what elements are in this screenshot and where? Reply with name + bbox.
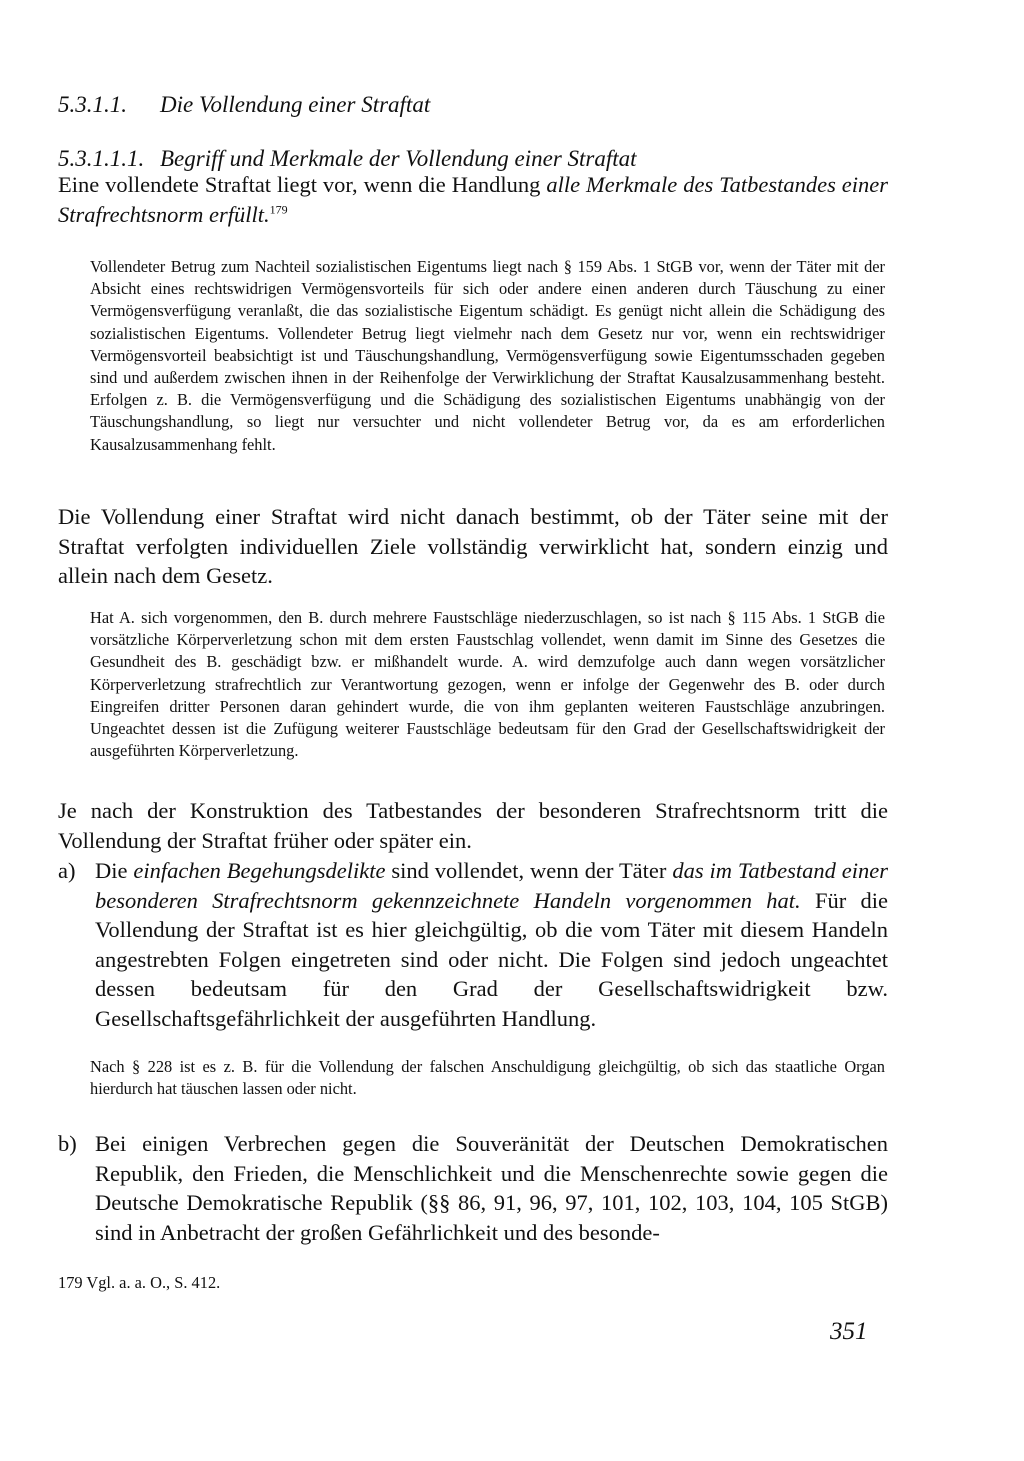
list-marker: a) (58, 858, 76, 883)
paragraph-konstruktion: Je nach der Konstruktion des Tatbestandes der besonderen Strafrechtsnorm tritt die Vollendung der Straftat früher oder später ein. (58, 798, 888, 853)
emphasized-text: einfachen Begehungsdelikte (133, 858, 386, 883)
list-item-a (58, 856, 888, 1033)
definition-paragraph (58, 170, 888, 229)
emphasized-text: das im Tatbestand einer besonderen Strafrechtsnorm gekennzeichnete Handeln vorgenommen hat. (95, 858, 888, 913)
list-marker: b) (58, 1131, 77, 1156)
section-heading-5-3-1-1-1 (58, 146, 637, 172)
footnote-reference: 179 (269, 202, 288, 216)
list-item-b (58, 1129, 888, 1247)
emphasized-text: alle Merkmale des Tatbestandes einer Strafrechtsnorm erfüllt. (58, 172, 888, 227)
example-paragraph-koerperverletzung: Hat A. sich vorgenommen, den B. durch mehrere Faustschläge niederzuschlagen, so ist nach § 115 Abs. 1 StGB die vorsätzliche Körperverletzung schon mit dem ersten Faustschlag vollendet, wenn damit im Sinne des Gesetzes die Gesundheit des B. geschädigt bzw. er mißhandelt wurde. A. wird demzufolge auch dann wegen vorsätzlicher Körperverletzung strafrechtlich zur Verantwortung gezogen, wenn er infolge der Gegenwehr des B. oder durch Eingreifen dritter Personen daran gehindert wurde, die von ihm geplanten weiteren Faustschläge anzubringen. Ungeachtet dessen ist die Zufügung weiterer Faustschläge bedeutsam für den Grad der Gesellschaftswidrigkeit der ausgeführten Körperverletzung. (90, 608, 885, 761)
section-number: 5.3.1.1.1. (58, 146, 145, 171)
list-item-content: Bei einigen Verbrechen gegen die Souveränität der Deutschen Demokratischen Republik, den Frieden, die Menschlichkeit und die Menschenrechte sowie gegen die Deutsche Demokratische Republik (§§ 86, 91, 96, 97, 101, 102, 103, 104, 105 StGB) sind in Anbetracht der großen Gefährlichkeit und des besonde- (95, 1131, 888, 1245)
page-number: 351 (830, 1318, 868, 1345)
section-title: Begriff und Merkmale der Vollendung einer Straftat (160, 146, 637, 171)
footnote: 179 Vgl. a. a. O., S. 412. (58, 1273, 221, 1292)
list-item-content: Die einfachen Begehungsdelikte sind vollendet, wenn der Täter das im Tatbestand einer besonderen Strafrechtsnorm gekennzeichnete Handeln vorgenommen hat. Für die Vollendung der Straftat ist es hier gleichgültig, ob die vom Täter mit diesem Handeln angestrebten Folgen eingetreten sind oder nicht. Die Folgen sind jedoch ungeachtet dessen bedeutsam für den Grad der Gesellschaftswidrigkeit bzw. Gesellschaftsgefährlichkeit der ausgeführten Handlung. (95, 858, 888, 1031)
paragraph-text: Eine vollendete Straftat liegt vor, wenn die Handlung (58, 172, 547, 197)
example-paragraph-anschuldigung: Nach § 228 ist es z. B. für die Vollendung der falschen Anschuldigung gleichgültig, ob sich das staatliche Organ hierdurch hat täuschen lassen oder nicht. (90, 1057, 885, 1099)
example-paragraph-betrug: Vollendeter Betrug zum Nachteil sozialistischen Eigentums liegt nach § 159 Abs. 1 StGB vor, wenn der Täter mit der Absicht eines rechtswidrigen Vermögensvorteils für sich oder andere einen anderen durch Täuschung zu einer Vermögensverfügung veranlaßt, die das sozialistische Eigentum schädigt. Es genügt nicht allein die Schädigung des sozialistischen Eigentums. Vollendeter Betrug liegt vielmehr nach dem Gesetz nur vor, wenn ein rechtswidriger Vermögensvorteil beabsichtigt ist und Täuschungshandlung, Vermögensverfügung sowie Eigentumsschaden gegeben sind und außerdem zwischen ihnen in der Reihenfolge der Verwirklichung der Straftat Kausalzusammenhang besteht. Erfolgen z. B. die Vermögensverfügung und die Schädigung des sozialistischen Eigentums unabhängig von der Täuschungshandlung, so liegt nur versuchter und nicht vollendeter Betrug vor, da es am erforderlichen Kausalzusammenhang fehlt. (90, 257, 885, 454)
paragraph-vollendung: Die Vollendung einer Straftat wird nicht danach bestimmt, ob der Täter seine mit der Straftat verfolgten individuellen Ziele vollständig verwirklicht hat, sondern einzig und allein nach dem Gesetz. (58, 504, 888, 588)
section-number: 5.3.1.1. (58, 92, 127, 117)
section-title: Die Vollendung einer Straftat (160, 92, 431, 117)
section-heading-5-3-1-1 (58, 92, 430, 118)
